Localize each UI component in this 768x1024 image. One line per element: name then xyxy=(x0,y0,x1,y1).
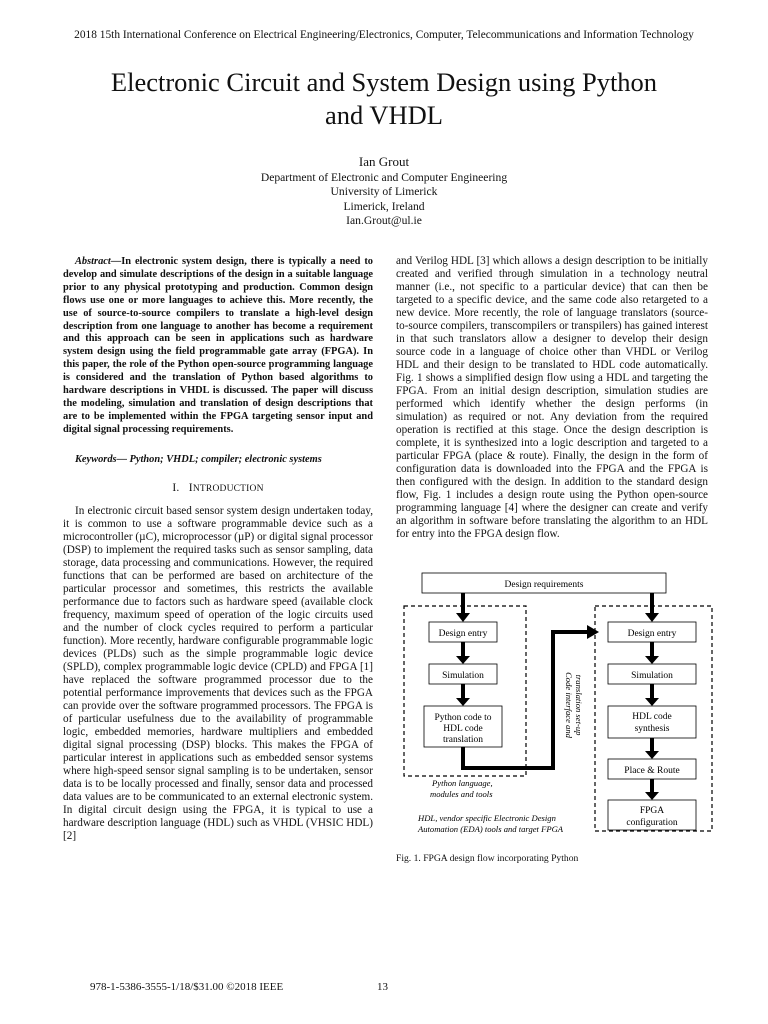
arrow-req-left-head xyxy=(456,613,470,622)
abstract-text: —In electronic system design, there is typically a need to develop and simulate descriptions of the design in a suitable language prior to any physical prototyping and production. Common design flows use one or more languages to achieve this. More recently, the use of source-to-source compilers to translate a high-level design description from one language to another has become a requirement and this approach can be seen in applications such as hardware system design using the field programmable gate array (FPGA). In this paper, the role of the Python open-source programming language is considered and the translation of Python based algorithms to hardware descriptions in VHDL is discussed. The paper will discuss the modeling, simulation and translation of design descriptions that are to be implemented within the FPGA targeting sensor input and digital signal processing requirements. xyxy=(63,256,373,435)
code-interface-label-line-1: Code interface and xyxy=(564,672,574,738)
fpga-configuration-line-2: configuration xyxy=(626,818,678,828)
right-design-entry-label: Design entry xyxy=(627,629,677,639)
python-translation-line-3: translation xyxy=(442,735,484,745)
page-number: 13 xyxy=(377,981,388,993)
code-interface-label-line-2: translation set-up xyxy=(574,674,584,736)
hdl-synthesis-line-1: HDL code xyxy=(632,712,672,722)
python-translation-line-2: HDL code xyxy=(443,724,483,734)
intro-paragraph: In electronic circuit based sensor system design undertaken today, it is common to use a software programmable device such as a microcontroller (µC), microprocessor (µP) or digital signal processor (DSP) to implement the required tasks such as sensor sampling, data storage, data processing and communications. However, the required functions that can be performed are based on architecture of the particular processor and sometimes, this restricts the available performance due to factors such as hardware speed (available clock frequency, maximum speed of operation of the logic circuits used and the number of clock cycles required to perform a particular function). More recently, hardware configurable programmable logic devices (PLDs) such as the simple programmable logic device (SPLD), complex programmable logic device (CPLD) and FPGA [1] have replaced the software programmed processor due to the potential performance improvements that devices such as the FPGA can provide over the software programmed processors. The FPGA is of particular usefulness due to the availability of programmable logic, embedded memories, hardware multipliers and embedded digital signal processing (DSP) blocks. This makes the FPGA of particular interest in applications such as embedded sensor systems where high-speed sensor signal sampling is to be undertaken, sensor data is to be locally processed and finally, sensor data and processed data values are to be communicated to an external electronic system. In digital circuit design using the FPGA, it is typical to use a hardware description language (HDL) such as VHDL (VHSIC HDL) [2] xyxy=(63,504,373,842)
left-column xyxy=(63,256,373,843)
left-simulation-label: Simulation xyxy=(442,671,484,681)
title-line-2: and VHDL xyxy=(324,100,443,130)
affiliation-location: Limerick, Ireland xyxy=(343,199,425,213)
keywords: Keywords— Python; VHDL; compiler; electronic systems xyxy=(75,453,322,465)
affiliation-block xyxy=(0,171,768,228)
intro-paragraph-continued: and Verilog HDL [3] which allows a design description to be initially created and verified through simulation in a technology neutral manner (i.e., not specific to a particular device) that can then be targeted to a specific device, and the same code also retargeted to a new device. More recently, the role of language translators (source-to-source compilers, transcompilers or transpilers) has gained interest in that such translators allow a designer to develop their design source code in a language of choice other than VHDL or Verilog HDL and their design to be translated to HDL code automatically. Fig. 1 shows a simplified design flow using a HDL and targeting the FPGA. From an initial design description, simulation studies are performed which identify whether the design performs (in simulation) as required or not. Any deviation from the required operation is rectified at this stage. Once the design description is complete, it is synthesized into a logic description and targeted to a particular FPGA (place & route). Finally, the design in the form of configuration data is downloaded into the FPGA and the FPGA is then configured with the design. In addition to the standard design flow, Fig. 1 includes a design route using the Python open-source programming language [4] where the designer can create and verify an algorithm in software before translating the algorithm to an HDL for entry into the FPGA design flow. xyxy=(396,255,708,540)
left-design-entry-label: Design entry xyxy=(438,629,488,639)
code-interface-arrowhead xyxy=(587,625,599,639)
affiliation-university: University of Limerick xyxy=(330,185,438,199)
python-translation-line-1: Python code to xyxy=(434,713,492,723)
abstract xyxy=(63,256,373,437)
section-first-letter: I xyxy=(188,480,193,494)
arrow-right-4-head xyxy=(645,792,659,800)
section-heading-introduction xyxy=(63,481,373,496)
arrow-right-3-head xyxy=(645,751,659,759)
python-tools-label-line-1: Python language, xyxy=(432,778,493,788)
design-requirements-label: Design requirements xyxy=(504,580,584,590)
author-name: Ian Grout xyxy=(358,154,410,169)
place-route-label: Place & Route xyxy=(624,766,680,776)
arrow-req-right-head xyxy=(645,613,659,622)
arrow-right-1-head xyxy=(645,656,659,664)
section-title-rest: NTRODUCTION xyxy=(192,483,264,494)
eda-tools-label-line-1: HDL, vendor specific Electronic Design xyxy=(418,813,556,823)
figure-caption: Fig. 1. FPGA design flow incorporating Python xyxy=(396,853,579,864)
footer-isbn: 978-1-5386-3555-1/18/$31.00 ©2018 IEEE xyxy=(90,981,284,993)
title-line-1: Electronic Circuit and System Design using Python xyxy=(110,67,658,97)
right-column xyxy=(396,255,708,541)
eda-tools-label-line-2: Automation (EDA) tools and target FPGA xyxy=(418,824,564,834)
paper-title xyxy=(40,66,728,132)
affiliation-department: Department of Electronic and Computer Engineering xyxy=(260,171,508,184)
right-simulation-label: Simulation xyxy=(631,671,673,681)
affiliation-email: Ian.Grout@ul.ie xyxy=(346,213,422,227)
abstract-lead: Abstract xyxy=(75,256,111,267)
fpga-configuration-line-1: FPGA xyxy=(639,806,665,816)
python-tools-label-line-2: modules and tools xyxy=(430,789,493,799)
arrow-left-1-head xyxy=(456,656,470,664)
section-numeral: I. xyxy=(172,480,180,494)
arrow-left-2-head xyxy=(456,698,470,706)
hdl-synthesis-line-2: synthesis xyxy=(634,724,670,734)
design-flow-figure xyxy=(396,565,716,835)
conference-header: 2018 15th International Conference on Electrical Engineering/Electronics, Computer, Telecommunications and Information Technology xyxy=(74,29,694,41)
arrow-right-2-head xyxy=(645,698,659,706)
